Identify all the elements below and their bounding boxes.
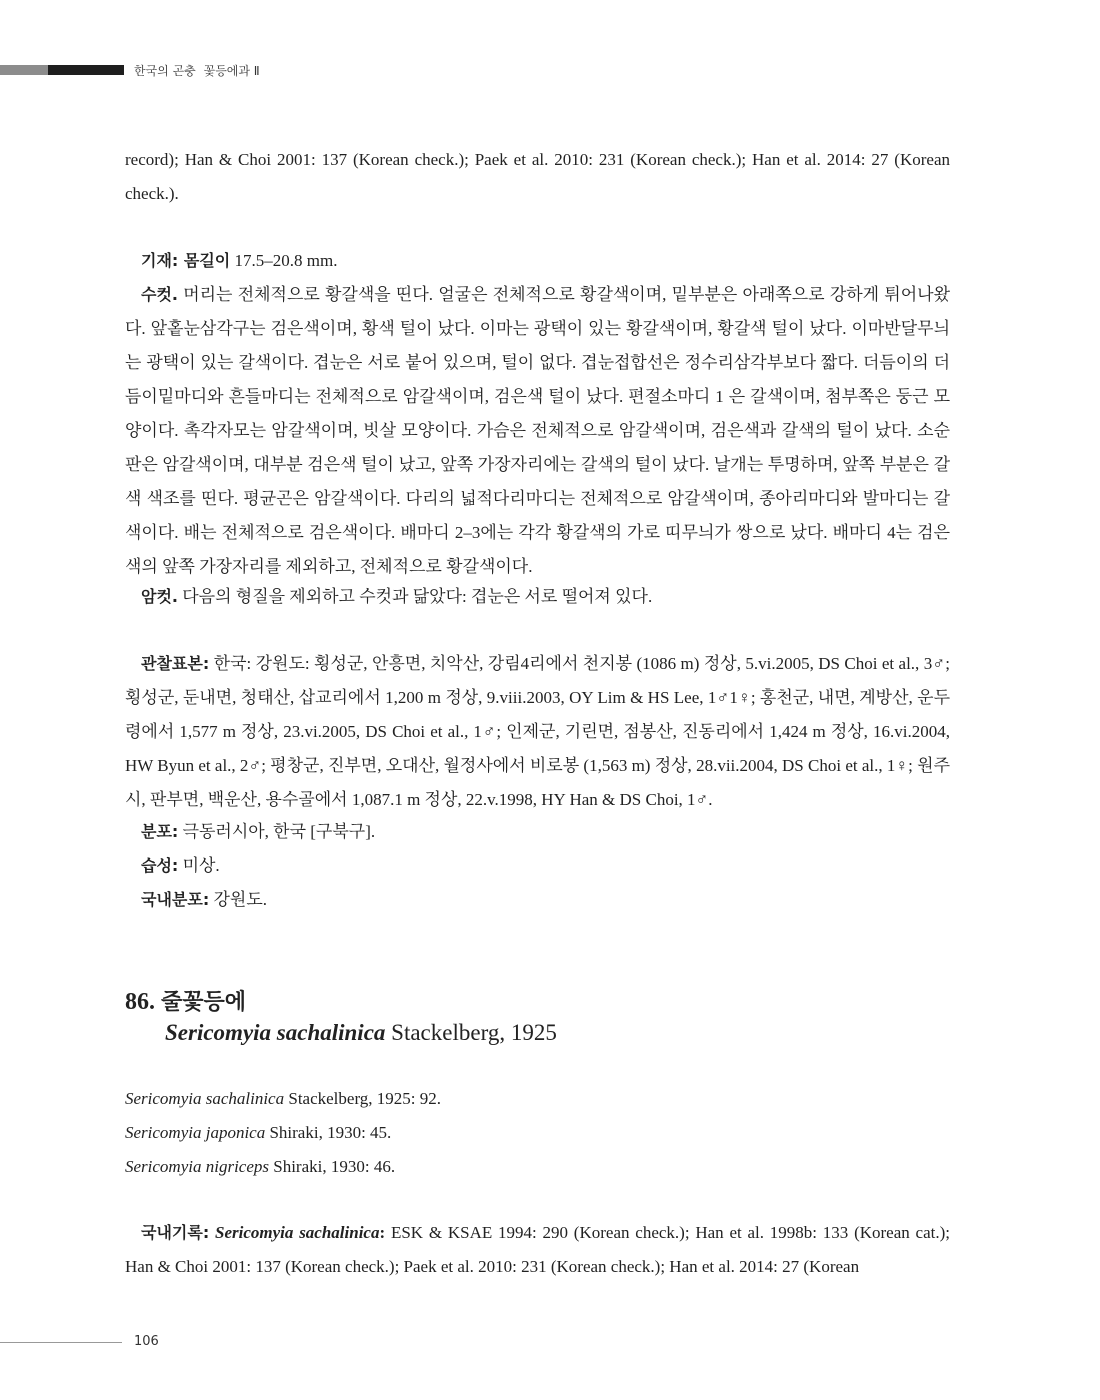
records-text: ESK & KSAE 1994: 290 (Korean check.); Han et al. 1998b: 133 (Korean cat.); Han & Choi 2001: 137 (Korean check.); Paek et al. 2010: 231 (Korean check.); Han et al. 2014: 27 (Korean: [125, 1223, 951, 1276]
male-label: 수컷.: [141, 285, 178, 304]
female-text: 다음의 형질을 제외하고 수컷과 닮았다: 겹눈은 서로 떨어져 있다.: [178, 587, 653, 606]
specimens-label: 관찰표본:: [141, 654, 210, 673]
distribution-label: 분포:: [141, 822, 179, 841]
female-label: 암컷.: [141, 587, 178, 606]
synonym-name: Sericomyia nigriceps: [125, 1157, 269, 1176]
distribution-text: 극동러시아, 한국 [구북구].: [178, 822, 376, 841]
species-author: Stackelberg, 1925: [385, 1020, 557, 1045]
species-korean-name: 줄꽃등에: [161, 990, 247, 1015]
distribution-paragraph: [125, 815, 950, 849]
male-text: 머리는 전체적으로 황갈색을 띤다. 얼굴은 전체적으로 황갈색이며, 밑부분은 아래쪽으로 강하게 튀어나왔다. 앞홑눈삼각구는 검은색이며, 황색 털이 났다. 이마는 광택이 있는 황갈색이며, 황갈색 털이 났다. 이마반달무늬는 광택이 있는 갈색이다. 겹눈은 서로 붙어 있으며, 털이 없다. 겹눈접합선은 정수리삼각부보다 짧다. 더듬이의 더듬이밑마디와 흔들마디는 전체적으로 암갈색이며, 검은색 털이 났다. 편절소마디 1 은 갈색이며, 첨부쪽은 둥근 모양이다. 촉각자모는 암갈색이며, 빗살 모양이다. 가슴은 전체적으로 암갈색이며, 검은색과 갈색의 털이 났다. 소순판은 암갈색이며, 대부분 검은색 털이 났고, 앞쪽 가장자리에는 갈색의 털이 났다. 날개는 투명하며, 앞쪽 부분은 갈색 색조를 띤다. 평균곤은 암갈색이다. 다리의 넓적다리마디는 전체적으로 암갈색이며, 종아리마디와 발마디는 갈색이다. 배는 전체적으로 검은색이다. 배마디 2–3에는 각각 황갈색의 가로 띠무늬가 쌍으로 났다. 배마디 4는 검은색의 앞쪽 가장자리를 제외하고, 전체적으로 황갈색이다.: [125, 285, 950, 576]
records-label: 국내기록:: [141, 1223, 210, 1242]
synonym-ref: Shiraki, 1930: 46.: [269, 1157, 396, 1176]
description-label: 기재: 몸길이: [141, 251, 231, 270]
synonym-name: Sericomyia sachalinica: [125, 1089, 285, 1108]
specimens-text: 한국: 강원도: 횡성군, 안흥면, 치악산, 강림4리에서 천지봉 (1086 m) 정상, 5.vi.2005, DS Choi et al., 3♂; 횡성군, 둔내면, 청태산, 삽교리에서 1,200 m 정상, 9.viii.2003, OY Lim & HS Lee, 1♂1♀; 홍천군, 내면, 계방산, 운두령에서 1,577 m 정상, 23.vi.2005, DS Choi et al., 1♂; 인제군, 기린면, 점봉산, 진동리에서 1,424 m 정상, 16.vi.2004, HW Byun et al., 2♂; 평창군, 진부면, 오대산, 월정사에서 비로봉 (1,563 m) 정상, 28.vii.2004, DS Choi et al., 1♀; 원주시, 판부면, 백운산, 용수골에서 1,087.1 m 정상, 22.v.1998, HY Han & DS Choi, 1♂.: [125, 654, 950, 809]
synonym-name: Sericomyia japonica: [125, 1123, 266, 1142]
domestic-label: 국내분포:: [141, 890, 210, 909]
habit-text: 미상.: [178, 856, 220, 875]
female-paragraph: [125, 580, 950, 614]
page-number: 106: [134, 1334, 159, 1349]
synonym-ref: Stackelberg, 1925: 92.: [284, 1089, 442, 1108]
species-number: 86.: [125, 989, 155, 1015]
header-title: 한국의 곤충: [134, 64, 196, 78]
synonym-line: [125, 1123, 391, 1143]
species-scientific-name: Sericomyia sachalinica: [165, 1020, 386, 1045]
continued-records-text: record); Han & Choi 2001: 137 (Korean check.); Paek et al. 2010: 231 (Korean check.); Han et al. 2014: 27 (Korean check.).: [125, 150, 950, 203]
header-bar-grey: [0, 65, 48, 75]
synonym-line: [125, 1157, 395, 1177]
footer-rule: [0, 1342, 122, 1343]
running-header: [134, 62, 260, 79]
records-species-name: Sericomyia sachalinica: [215, 1223, 380, 1242]
habit-paragraph: [125, 849, 950, 883]
species-heading: [125, 985, 246, 1016]
species-scientific-heading: [165, 1020, 557, 1046]
domestic-paragraph: [125, 883, 950, 917]
synonym-ref: Shiraki, 1930: 45.: [265, 1123, 392, 1142]
description-value: 17.5–20.8 mm.: [230, 251, 338, 270]
header-bar-dark: [48, 65, 124, 75]
header-subtitle: 꽃등에과 Ⅱ: [203, 64, 260, 78]
records-colon: :: [379, 1223, 386, 1242]
habit-label: 습성:: [141, 856, 179, 875]
male-paragraph: [125, 278, 950, 584]
synonym-line: [125, 1089, 441, 1109]
description-paragraph: [125, 244, 950, 278]
specimens-paragraph: [125, 647, 950, 817]
records-paragraph: [125, 1216, 950, 1284]
domestic-text: 강원도.: [209, 890, 268, 909]
continued-records: [125, 143, 950, 211]
